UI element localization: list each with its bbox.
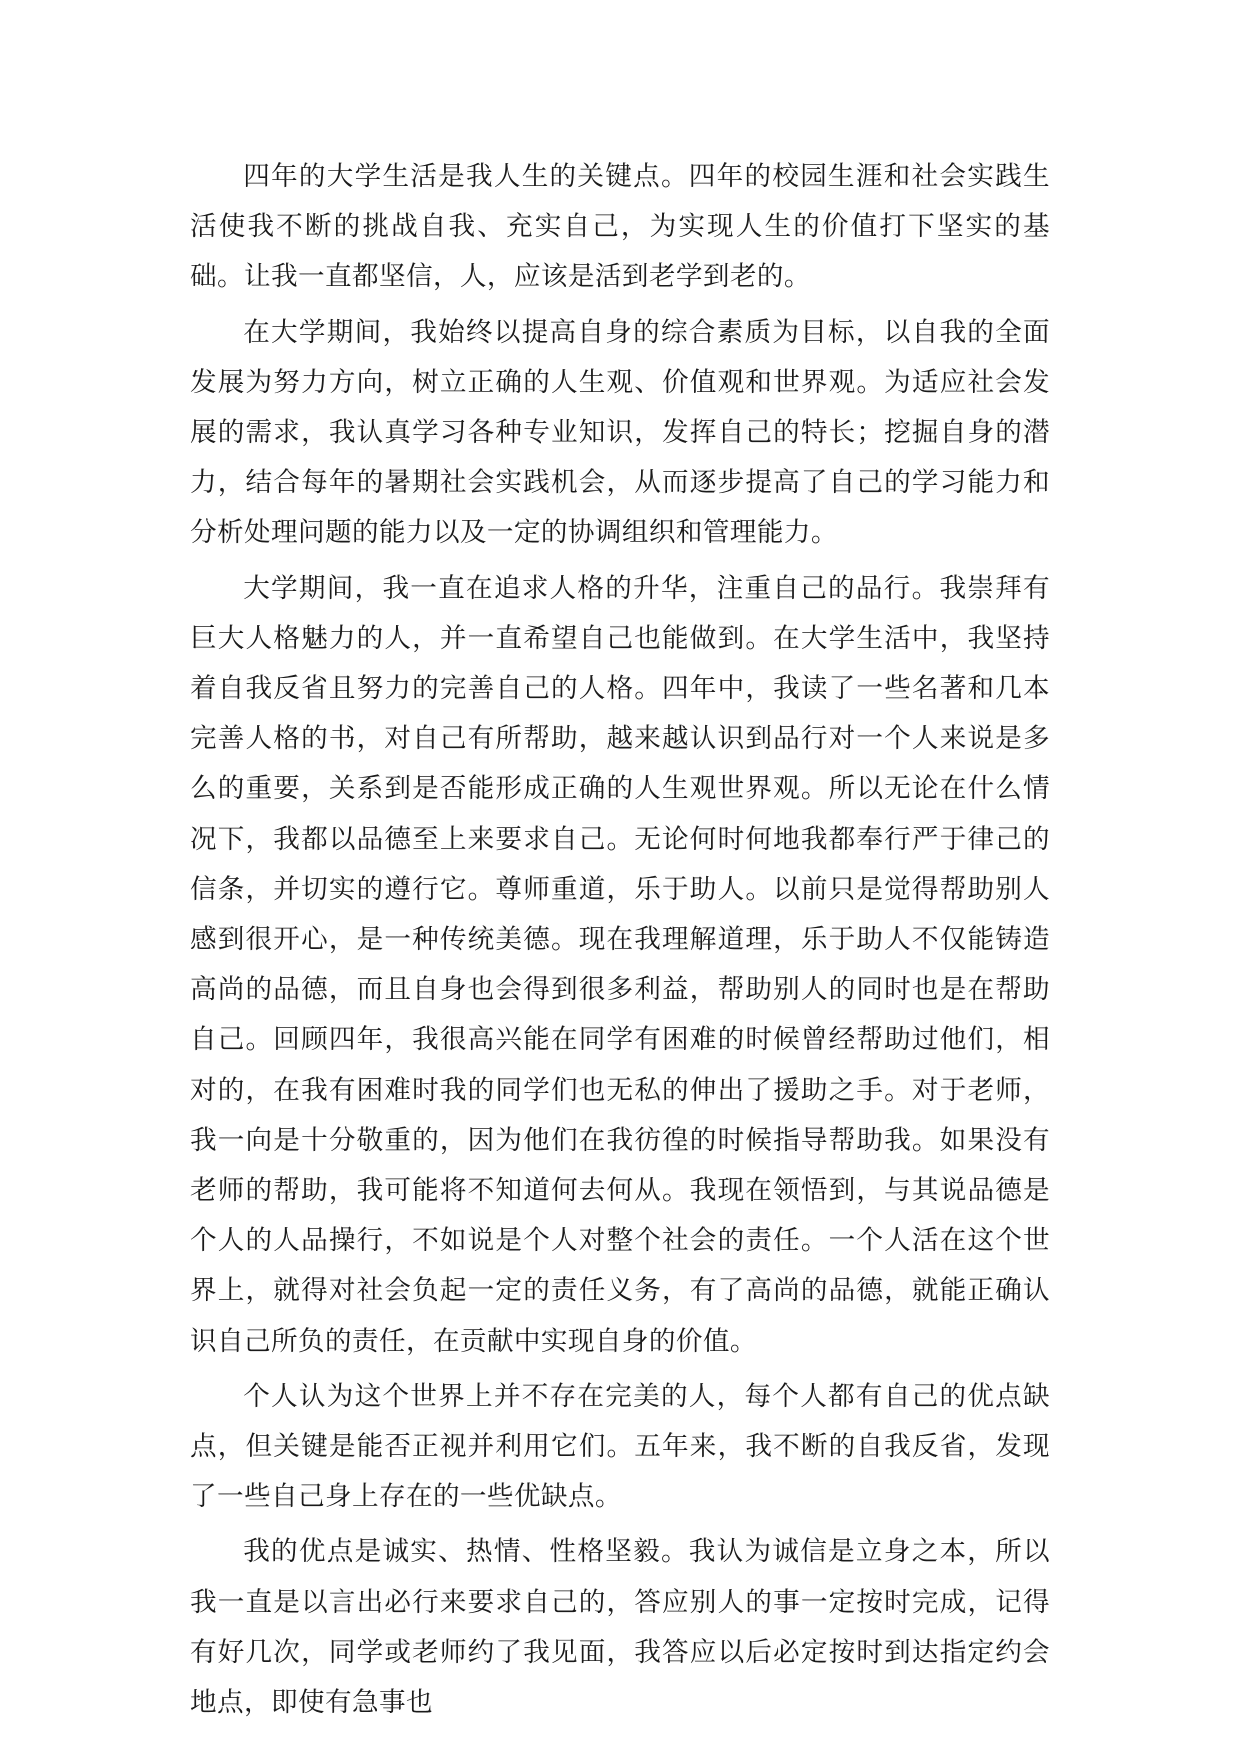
- document-page: [190, 152, 1050, 1733]
- paragraph-1: 四年的大学生活是我人生的关键点。四年的校园生涯和社会实践生活使我不断的挑战自我、充实自己，为实现人生的价值打下坚实的基础。让我一直都坚信，人，应该是活到老学到老的。: [190, 161, 1050, 293]
- paragraph-4: 个人认为这个世界上并不存在完美的人，每个人都有自己的优点缺点，但关键是能否正视并利用它们。五年来，我不断的自我反省，发现了一些自己身上存在的一些优缺点。: [190, 1380, 1050, 1513]
- paragraph-5: 我的优点是诚实、热情、性格坚毅。我认为诚信是立身之本，所以我一直是以言出必行来要求自己的，答应别人的事一定按时完成，记得有好几次，同学或老师约了我见面，我答应以后必定按时到达指定约会地点，即使有急事也: [190, 1536, 1050, 1719]
- paragraph-2: 在大学期间，我始终以提高自身的综合素质为目标，以自我的全面发展为努力方向，树立正确的人生观、价值观和世界观。为适应社会发展的需求，我认真学习各种专业知识，发挥自己的特长；挖掘自身的潜力，结合每年的暑期社会实践机会，从而逐步提高了自己的学习能力和分析处理问题的能力以及一定的协调组织和管理能力。: [190, 316, 1050, 549]
- paragraph-3: 大学期间，我一直在追求人格的升华，注重自己的品行。我崇拜有巨大人格魅力的人，并一直希望自己也能做到。在大学生活中，我坚持着自我反省且努力的完善自己的人格。四年中，我读了一些名著和几本完善人格的书，对自己有所帮助，越来越认识到品行对一个人来说是多么的重要，关系到是否能形成正确的人生观世界观。所以无论在什么情况下，我都以品德至上来要求自己。无论何时何地我都奉行严于律己的信条，并切实的遵行它。尊师重道，乐于助人。以前只是觉得帮助别人感到很开心，是一种传统美德。现在我理解道理，乐于助人不仅能铸造高尚的品德，而且自身也会得到很多利益，帮助别人的同时也是在帮助自己。回顾四年，我很高兴能在同学有困难的时候曾经帮助过他们，相对的，在我有困难时我的同学们也无私的伸出了援助之手。对于老师，我一向是十分敬重的，因为他们在我彷徨的时候指导帮助我。如果没有老师的帮助，我可能将不知道何去何从。我现在领悟到，与其说品德是个人的人品操行，不如说是个人对整个社会的责任。一个人活在这个世界上，就得对社会负起一定的责任义务，有了高尚的品德，就能正确认识自己所负的责任，在贡献中实现自身的价值。: [190, 572, 1050, 1357]
